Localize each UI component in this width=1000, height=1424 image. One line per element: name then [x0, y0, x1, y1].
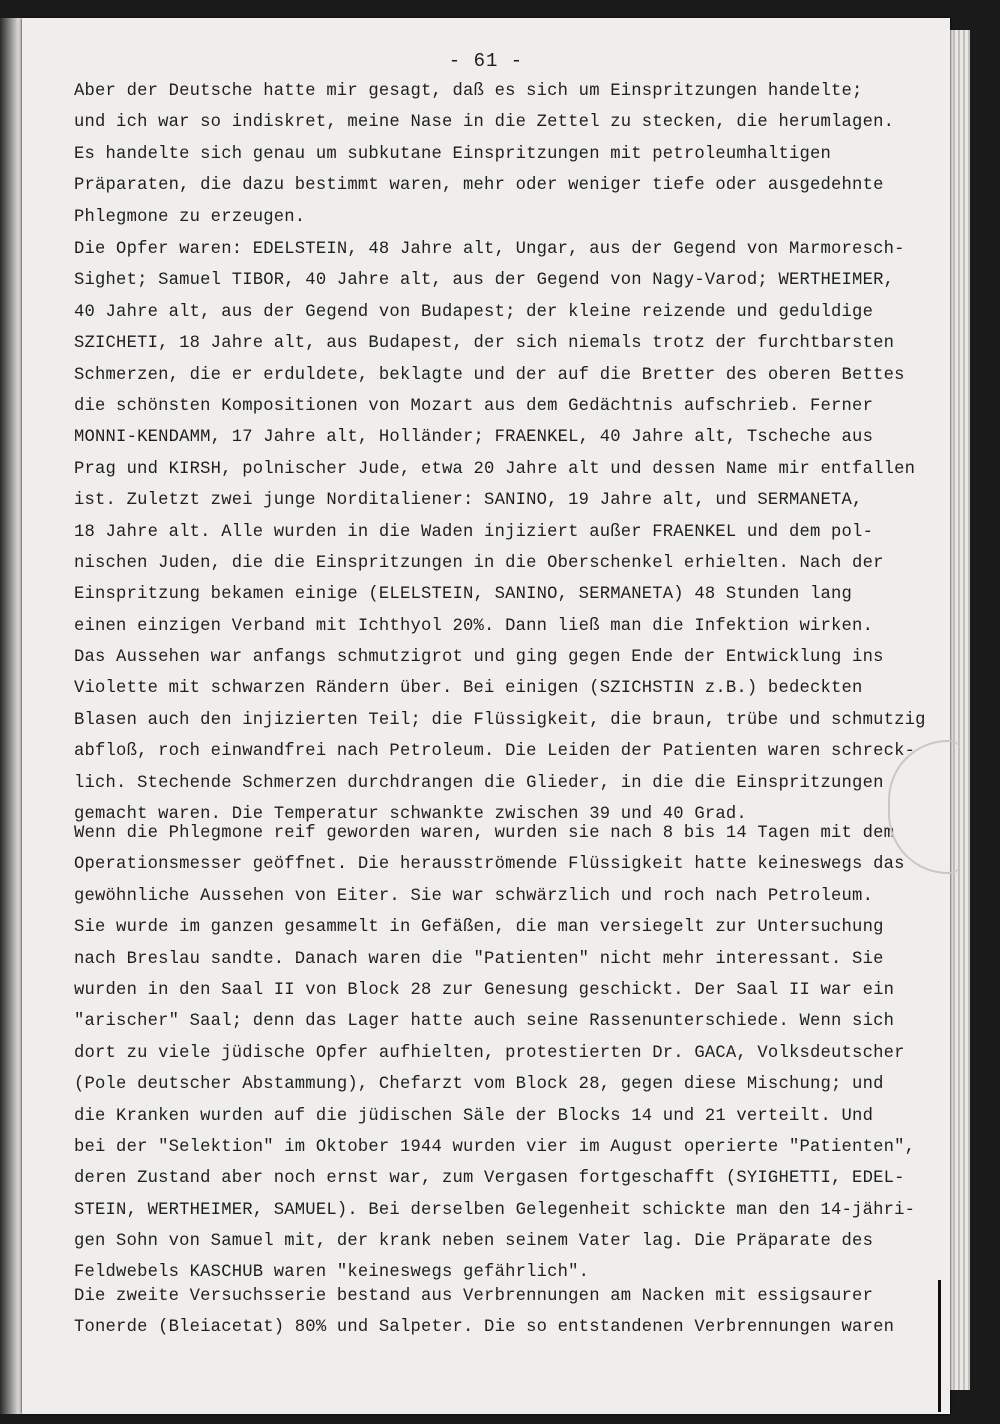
text-line: Einspritzung bekamen einige (ELELSTEIN, SANINO, SERMANETA) 48 Stunden lang: [74, 585, 853, 605]
text-line: nach Breslau sandte. Danach waren die "Patienten" nicht mehr interessant. Sie: [74, 949, 884, 969]
text-line: wurden in den Saal II von Block 28 zur Genesung geschickt. Der Saal II war ein: [74, 980, 895, 1000]
text-line: Sie wurde im ganzen gesammelt in Gefäßen, die man versiegelt zur Untersuchung: [74, 918, 884, 938]
text-line: SZICHETI, 18 Jahre alt, aus Budapest, der sich niemals trotz der furchtbarsten: [74, 334, 895, 354]
text-line: Schmerzen, die er erduldete, beklagte und der auf die Bretter des oberen Bettes: [74, 365, 905, 385]
text-line: bei der "Selektion" im Oktober 1944 wurden vier im August operierte "Patienten",: [74, 1137, 916, 1157]
text-line: nischen Juden, die die Einspritzungen in die Oberschenkel erhielten. Nach der: [74, 553, 884, 573]
text-line: Blasen auch den injizierten Teil; die Flüssigkeit, die braun, trübe und schmutzig: [74, 710, 926, 730]
text-line: die Kranken wurden auf die jüdischen Säle der Blocks 14 und 21 verteilt. Und: [74, 1106, 874, 1126]
text-line: 18 Jahre alt. Alle wurden in die Waden injiziert außer FRAENKEL und dem pol-: [74, 522, 874, 542]
text-line: Sighet; Samuel TIBOR, 40 Jahre alt, aus der Gegend von Nagy-Varod; WERTHEIMER,: [74, 271, 895, 291]
text-line: Die zweite Versuchsserie bestand aus Verbrennungen am Nacken mit essigsaurer: [74, 1287, 874, 1306]
margin-bar-mark: [938, 1280, 941, 1412]
text-line: gemacht waren. Die Temperatur schwankte zwischen 39 und 40 Grad.: [74, 805, 747, 825]
text-line: gen Sohn von Samuel mit, der krank neben seinem Vater lag. Die Präparate des: [74, 1232, 874, 1252]
text-line: STEIN, WERTHEIMER, SAMUEL). Bei derselben Gelegenheit schickte man den 14-jähri-: [74, 1200, 916, 1220]
text-line: Präparaten, die dazu bestimmt waren, mehr oder weniger tiefe oder ausgedehnte: [74, 176, 884, 196]
text-line: Phlegmone zu erzeugen.: [74, 207, 306, 227]
text-line: 40 Jahre alt, aus der Gegend von Budapest; der kleine reizende und geduldige: [74, 302, 874, 322]
text-line: Operationsmesser geöffnet. Die herausströmende Flüssigkeit hatte keineswegs das: [74, 855, 905, 875]
text-line: und ich war so indiskret, meine Nase in die Zettel zu stecken, die herumlagen.: [74, 113, 895, 133]
paragraph-1: [74, 76, 934, 233]
paragraph-2: [74, 234, 934, 830]
paragraph-4: [74, 1281, 934, 1344]
text-line: gewöhnliche Aussehen von Eiter. Sie war schwärzlich und roch nach Petroleum.: [74, 886, 874, 906]
text-line: Aber der Deutsche hatte mir gesagt, daß es sich um Einspritzungen handelte;: [74, 82, 863, 101]
text-line: Die Opfer waren: EDELSTEIN, 48 Jahre alt, Ungar, aus der Gegend von Marmoresch-: [74, 240, 905, 259]
paragraph-3: [74, 818, 934, 1289]
text-line: Prag und KIRSH, polnischer Jude, etwa 20 Jahre alt und dessen Name mir entfallen: [74, 459, 916, 479]
text-line: abfloß, roch einwandfrei nach Petroleum. Die Leiden der Patienten waren schreck-: [74, 742, 916, 762]
page-number: - 61 -: [448, 50, 524, 72]
text-line: deren Zustand aber noch ernst war, zum Vergasen fortgeschafft (SYIGHETTI, EDEL-: [74, 1169, 905, 1189]
text-line: (Pole deutscher Abstammung), Chefarzt vom Block 28, gegen diese Mischung; und: [74, 1075, 884, 1095]
text-line: MONNI-KENDAMM, 17 Jahre alt, Holländer; FRAENKEL, 40 Jahre alt, Tscheche aus: [74, 428, 874, 448]
text-line: Wenn die Phlegmone reif geworden waren, wurden sie nach 8 bis 14 Tagen mit dem: [74, 824, 895, 843]
text-line: einen einzigen Verband mit Ichthyol 20%. Dann ließ man die Infektion wirken.: [74, 616, 874, 636]
text-line: "arischer" Saal; denn das Lager hatte auch seine Rassenunterschiede. Wenn sich: [74, 1012, 895, 1032]
text-line: Es handelte sich genau um subkutane Einspritzungen mit petroleumhaltigen: [74, 144, 832, 164]
text-line: Feldwebels KASCHUB waren "keineswegs gefährlich".: [74, 1263, 590, 1283]
text-line: Das Aussehen war anfangs schmutzigrot und ging gegen Ende der Entwicklung ins: [74, 648, 884, 668]
text-line: die schönsten Kompositionen von Mozart aus dem Gedächtnis aufschrieb. Ferner: [74, 396, 874, 416]
text-line: lich. Stechende Schmerzen durchdrangen die Glieder, in die die Einspritzungen: [74, 773, 884, 793]
text-line: ist. Zuletzt zwei junge Norditaliener: SANINO, 19 Jahre alt, und SERMANETA,: [74, 491, 863, 511]
text-line: Tonerde (Bleiacetat) 80% und Salpeter. Die so entstandenen Verbrennungen waren: [74, 1318, 895, 1338]
text-line: Violette mit schwarzen Rändern über. Bei einigen (SZICHSTIN z.B.) bedeckten: [74, 679, 863, 699]
typewritten-page: [22, 18, 950, 1414]
text-line: dort zu viele jüdische Opfer aufhielten, protestierten Dr. GACA, Volksdeutscher: [74, 1043, 905, 1063]
